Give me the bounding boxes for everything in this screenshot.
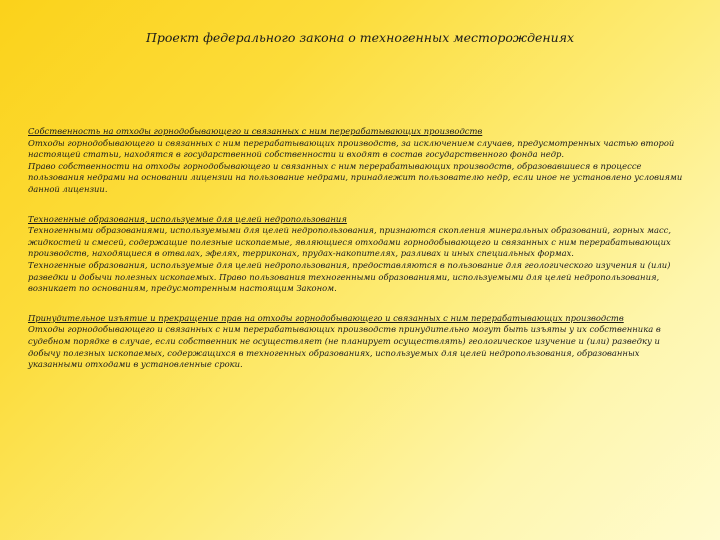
section-heading: Принудительное изъятие и прекращение прав на отходы горнодобывающего и связанных с ним перерабатывающих производств [28,312,624,323]
paragraph: Техногенные образования, используемые для целей недропользования, предоставляются в пользование для геологического изучения и (или) разведки и добычи полезных ископаемых. Право пользования техногенными образованиями, используемыми для целей недропользования, возникает по основаниям, предусмотренным настоящим Законом. [28,259,671,294]
section-heading: Техногенные образования, используемые для целей недропользования [28,213,347,224]
section-ownership [28,126,692,196]
paragraph: Отходы горнодобывающего и связанных с ним перерабатывающих производств принудительно могут быть изъяты у их собственника в судебном порядке в случае, если собственник не осуществляет (не планирует осуществлять) геологическое изучение и (или) разведку и добычу полезных ископаемых, содержащихся в техногенных образованиях, используемых для целей недропользования, образованных указанными отходами в установленные сроки. [28,324,661,370]
slide-title: Проект федерального закона о техногенных месторождениях [145,30,575,45]
section-forced-seizure [28,313,692,371]
paragraph: Право собственности на отходы горнодобывающего и связанных с ним перерабатывающих производств, образовавшиеся в процессе пользования недрами на основании лицензии на пользование недрами, принадлежит пользователю недр, если иное не установлено условиями данной лицензии. [28,160,683,194]
body-text [28,126,692,389]
paragraph: Отходы горнодобывающего и связанных с ним перерабатывающих производств, за исключением случаев, предусмотренных частью второй настоящей статьи, находятся в государственной собственности и входят в состав государственного фонда недр. [28,137,675,160]
paragraph: Техногенными образованиями, используемыми для целей недропользования, признаются скопления минеральных образований, горных масс, жидкостей и смесей, содержащие полезные ископаемые, являющиеся отходами горнодобывающего и связанных с ним перерабатывающих производств, находящиеся в отвалах, эфелях, терриконах, прудах-накопителях, разливах и иных специальных формах. [28,225,671,259]
section-heading: Собственность на отходы горнодобывающего и связанных с ним перерабатывающих производств [28,126,483,136]
section-technogenic-formations [28,214,692,295]
